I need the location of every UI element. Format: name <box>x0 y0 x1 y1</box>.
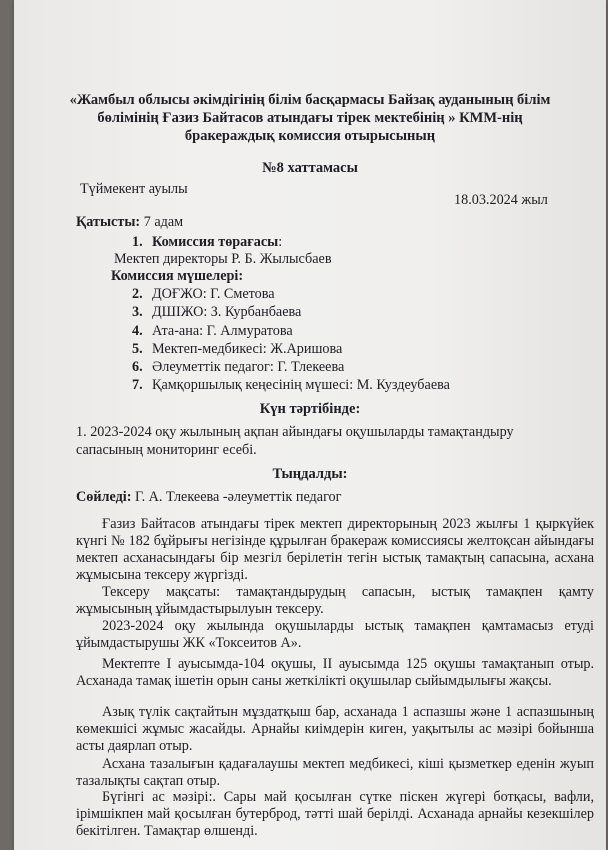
member-number: 4. <box>132 323 143 339</box>
agenda-line-2: сапасының мониторинг есебі. <box>76 442 257 458</box>
members-label: Комиссия мүшелері: <box>111 268 244 284</box>
speaker-name: Г. А. Тлекеева -әлеуметтік педагог <box>131 489 342 505</box>
member-text: Ата-ана: Г. Алмуратова <box>152 323 293 339</box>
agenda-line-1: 1. 2023-2024 оқу жылының ақпан айындағы оқушыларды тамақтандыру <box>76 424 514 440</box>
header-line-1: «Жамбыл облысы әкімдігінің білім басқармасы Байзақ ауданының білім <box>69 92 551 108</box>
chair-person: Мектеп директоры Р. Б. Жылысбаев <box>114 251 332 267</box>
member-item <box>132 286 275 303</box>
member-number: 7. <box>132 377 143 393</box>
heard-title: Тыңдалды: <box>272 466 348 482</box>
place: Түймекент ауылы <box>80 181 188 197</box>
member-text: Мектеп-медбикесі: Ж.Аришова <box>152 341 343 357</box>
header-line-3: бракераждық комиссия отырысының <box>184 128 436 144</box>
chair-label: Комиссия төрағасы <box>152 234 279 250</box>
member-item <box>132 359 344 376</box>
speaker <box>76 489 341 506</box>
paragraph: 2023-2024 оқу жылында оқушыларды ыстық тамақпен қамтамасыз етуді ұйымдастырушы ЖК «Токсеитов А». <box>76 618 594 651</box>
speaker-label: Сөйледі: <box>76 489 132 505</box>
paragraph: Асхана тазалығын қадағалаушы мектеп медбикесі, кіші қызметкер еденін жуып тазалықты сақтап отыр. <box>76 756 594 789</box>
member-number: 6. <box>132 359 143 375</box>
chair-number: 1. <box>132 234 143 250</box>
paragraph: Мектепте І ауысымда-104 оқушы, ІІ ауысымда 125 оқушы тамақтанып отыр. Асханада тамақ ішетін орын саны жеткілікті оқушылар сыйымдылығы жақсы. <box>76 656 594 689</box>
protocol-number: №8 хаттамасы <box>262 160 358 176</box>
paragraph: Бүгінгі ас мәзірі:. Сары май қосылған сүтке піскен жүгері ботқасы, вафли, ірімшікпен май қосылған бутерброд, тәтті шай берілді. Асханада арнайы кезекшілер бекітілген. Тамақтар өлшенді. <box>76 789 594 839</box>
paragraph: Ғазиз Байтасов атындағы тірек мектеп директорының 2023 жылғы 1 қыркүйек күнгі № 182 бұйрығы негізінде құрылған бракераж комиссиясы желтоқсан айындағы мектеп асханасындағы бір мезгіл берілетін тегін ыстық тамақтың сапасына, асхана жұмысына тексеру жүргізді. <box>76 516 594 583</box>
member-item <box>132 377 450 394</box>
document-page <box>14 0 606 850</box>
chair-heading <box>132 234 282 251</box>
agenda-title: Күн тәртібінде: <box>259 401 361 417</box>
member-item <box>132 323 293 340</box>
paragraph: Азық түлік сақтайтын мұздатқыш бар, асханада 1 аспазшы және 1 аспазшының көмекшісі жұмыс жасайды. Арнайы киімдерін киген, уақытылы ас мәзірі бойынша асты даярлап отыр. <box>76 704 594 754</box>
attendance-value: 7 адам <box>140 214 184 230</box>
header-line-2: бөлімінің Ғазиз Байтасов атындағы тірек мектебінің » КММ-нің <box>97 110 523 126</box>
member-text: Әлеуметтік педагог: Г. Тлекеева <box>152 359 345 375</box>
member-number: 3. <box>132 304 143 320</box>
date: 18.03.2024 жыл <box>454 192 548 208</box>
member-item <box>132 341 342 358</box>
member-text: Қамқоршылық кеңесінің мүшесі: М. Куздеубаева <box>152 377 450 393</box>
paragraph: Тексеру мақсаты: тамақтандырудың сапасын, ыстық тамақпен қамту жұмысының ұйымдастырылуын тексеру. <box>76 584 594 617</box>
chair-suffix: : <box>278 234 283 250</box>
attendance <box>76 214 183 231</box>
attendance-label: Қатысты: <box>76 214 141 230</box>
member-number: 2. <box>132 286 143 302</box>
member-text: ДОҒЖО: Г. Сметова <box>152 286 275 302</box>
member-item <box>132 304 301 321</box>
member-text: ДШІЖО: З. Курбанбаева <box>152 304 302 320</box>
member-number: 5. <box>132 341 143 357</box>
